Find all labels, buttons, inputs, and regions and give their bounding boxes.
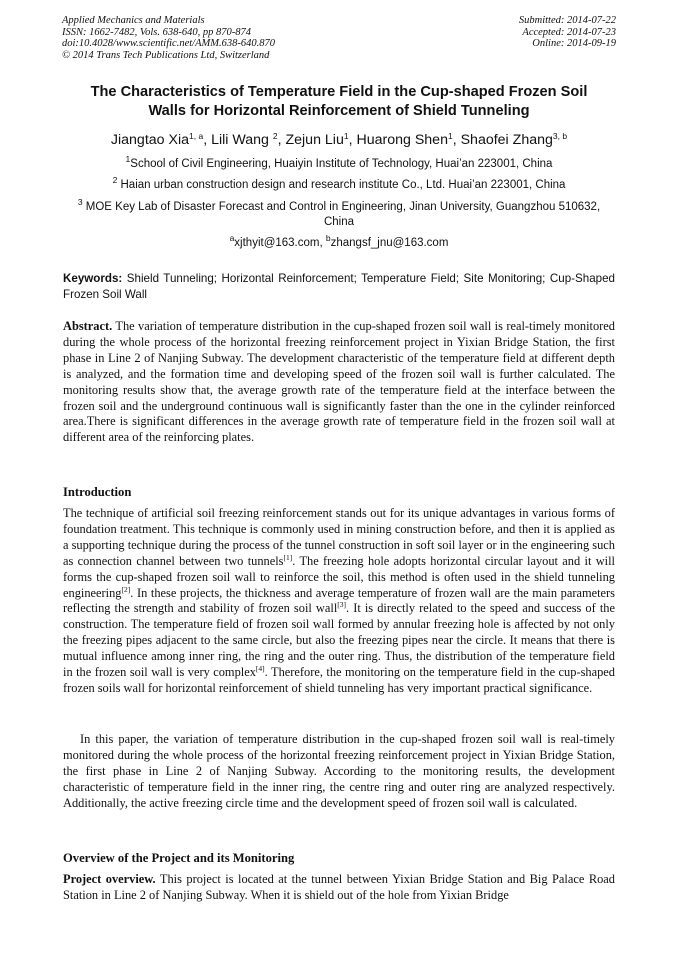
- author-affil-sup: 3, b: [552, 131, 568, 141]
- author-emails: [70, 233, 608, 251]
- author-name: Zejun Liu: [285, 132, 344, 148]
- author-affil-sup: 1: [343, 131, 349, 141]
- title-line-1: The Characteristics of Temperature Field in the Cup-shaped Frozen Soil: [90, 84, 588, 100]
- project-overview-label: Project overview.: [63, 872, 156, 886]
- title-line-2: Walls for Horizontal Reinforcement of Shield Tunneling: [148, 103, 530, 119]
- issn-line: ISSN: 1662-7482, Vols. 638-640, pp 870-874: [62, 26, 251, 38]
- citation: [4]: [255, 664, 265, 674]
- submitted-date: Submitted: 2014-07-22: [518, 15, 616, 26]
- author-affil-sup: 1: [447, 131, 453, 141]
- keywords-text: Shield Tunneling; Horizontal Reinforcement; Temperature Field; Site Monitoring; Cup-Shaped Frozen Soil Wall: [63, 272, 615, 301]
- affiliation-1: [70, 154, 608, 172]
- intro-text: The technique of artificial soil freezing reinforcement stands out for its unique advantages in various forms of foundation treatment. This technique is commonly used in mining construction before, and then it is applied as a supporting technique during the process of the tunnel construction in soft soil layer or in the engineering such as connection channel between two tunnels: [63, 506, 615, 568]
- abstract: [63, 319, 615, 446]
- citation: [1]: [283, 552, 293, 562]
- author-affil-sup: 2: [272, 131, 278, 141]
- author-name: Huarong Shen: [356, 132, 448, 148]
- intro-text: . The freezing hole adopts horizontal circular layout and it will forms the cup-shaped frozen soil wall to reinforce the soil, this method is often used in the shield tunneling engineering: [63, 553, 615, 600]
- intro-text: . In these projects, the thickness and average temperature of frozen wall are the main parameters reflecting the strength and stability of frozen soil wall: [63, 585, 615, 616]
- email-sup: b: [325, 233, 331, 243]
- affiliation-sup: 3: [77, 197, 83, 207]
- online-date: Online: 2014-09-19: [532, 38, 616, 50]
- introduction-paragraph-2: In this paper, the variation of temperature distribution in the cup-shaped frozen soil wall is real-timely monitored during the whole process of the horizontal freezing reinforcement project in Yixian Bridge Station, the first phase in Line 2 of Nanjing Subway. According to the monitoring results, the development characteristic of temperature field in the inner ring, the centre ring and outer ring are analyzed respectively. Additionally, the active freezing circle time and the development speed of frozen soil wall is calculated.: [63, 732, 615, 810]
- introduction-heading: Introduction: [63, 485, 132, 499]
- doi-line: doi:10.4028/www.scientific.net/AMM.638-640.870: [62, 38, 275, 50]
- overview-heading: Overview of the Project and its Monitoring: [63, 851, 295, 865]
- author-name: Lili Wang: [211, 132, 273, 148]
- email-sup: a: [229, 233, 235, 243]
- citation: [3]: [337, 600, 347, 610]
- affiliation-text: Haian urban construction design and research institute Co., Ltd. Huai’an 223001, China: [117, 179, 566, 191]
- citation: [2]: [121, 584, 131, 594]
- author-affil-sup: 1, a: [189, 131, 204, 141]
- journal-header: [62, 15, 275, 61]
- introduction-paragraph-1: [63, 506, 615, 697]
- author-separator: ,: [203, 132, 212, 148]
- intro-text: . Therefore, the monitoring on the temperature field in the cup-shaped frozen soils wall for horizontal reinforcement of shield tunneling has very important practical significance.: [63, 665, 615, 695]
- keywords: [63, 271, 615, 303]
- author-name: Jiangtao Xia: [110, 132, 189, 148]
- affiliation-text: MOE Key Lab of Disaster Forecast and Control in Engineering, Jinan University, Guangzhou 510632, China: [82, 201, 601, 228]
- keywords-label: Keywords:: [63, 272, 123, 285]
- dates-header: [519, 15, 616, 50]
- affiliation-sup: 2: [112, 175, 118, 185]
- affiliation-3: [76, 197, 602, 229]
- project-overview-text: This project is located at the tunnel between Yixian Bridge Station and Big Palace Road Station in Line 2 of Nanjing Subway. When it is shield out of the hole from Yixian Bridge: [63, 872, 615, 902]
- affiliation-text: School of Civil Engineering, Huaiyin Institute of Technology, Huai’an 223001, China: [130, 158, 553, 170]
- author-separator: ,: [277, 132, 286, 148]
- author-name: Shaofei Zhang: [460, 132, 553, 148]
- paper-title: [56, 83, 622, 121]
- affiliation-sup: 1: [125, 154, 131, 164]
- project-overview: [63, 872, 615, 904]
- journal-name: Applied Mechanics and Materials: [62, 15, 205, 26]
- email-a: xjthyit@163.com,: [234, 237, 326, 249]
- author-list: [40, 131, 638, 149]
- abstract-text: The variation of temperature distribution in the cup-shaped frozen soil wall is real-timely monitored during the whole process of the horizontal freezing reinforcement project in Yixian Bridge Station, the first phase in Line 2 of Nanjing Subway. The development characteristic of the temperature field at different depth is analyzed, and the formation time and developing speed of the frozen soil wall is further calculated. The monitoring results show that, the average growth rate of the temperature field at the interface between the frozen soil and the underground continuous wall is significantly faster than the one in the cylinder reinforced area.There is significant differences in the average growth rate of temperature field in the frozen soil wall at different area of the reinforcing plates.: [63, 319, 615, 445]
- affiliation-2: [70, 175, 608, 193]
- abstract-label: Abstract.: [63, 319, 113, 333]
- copyright-line: © 2014 Trans Tech Publications Ltd, Switzerland: [62, 49, 270, 61]
- author-separator: ,: [348, 132, 357, 148]
- accepted-date: Accepted: 2014-07-23: [522, 26, 616, 38]
- email-b: zhangsf_jnu@163.com: [330, 237, 449, 249]
- intro-text: . It is directly related to the speed and success of the construction. The temperature field of frozen soil wall formed by annular freezing hole is affected by not only the freezing pipes adjacent to the same circle, but also the freezing pipes near the circle. It means that there is mutual influence among inner ring, the ring and the outer ring. Thus, the distribution of the temperature field in the frozen soil wall is very complex: [63, 601, 615, 680]
- author-separator: ,: [452, 132, 461, 148]
